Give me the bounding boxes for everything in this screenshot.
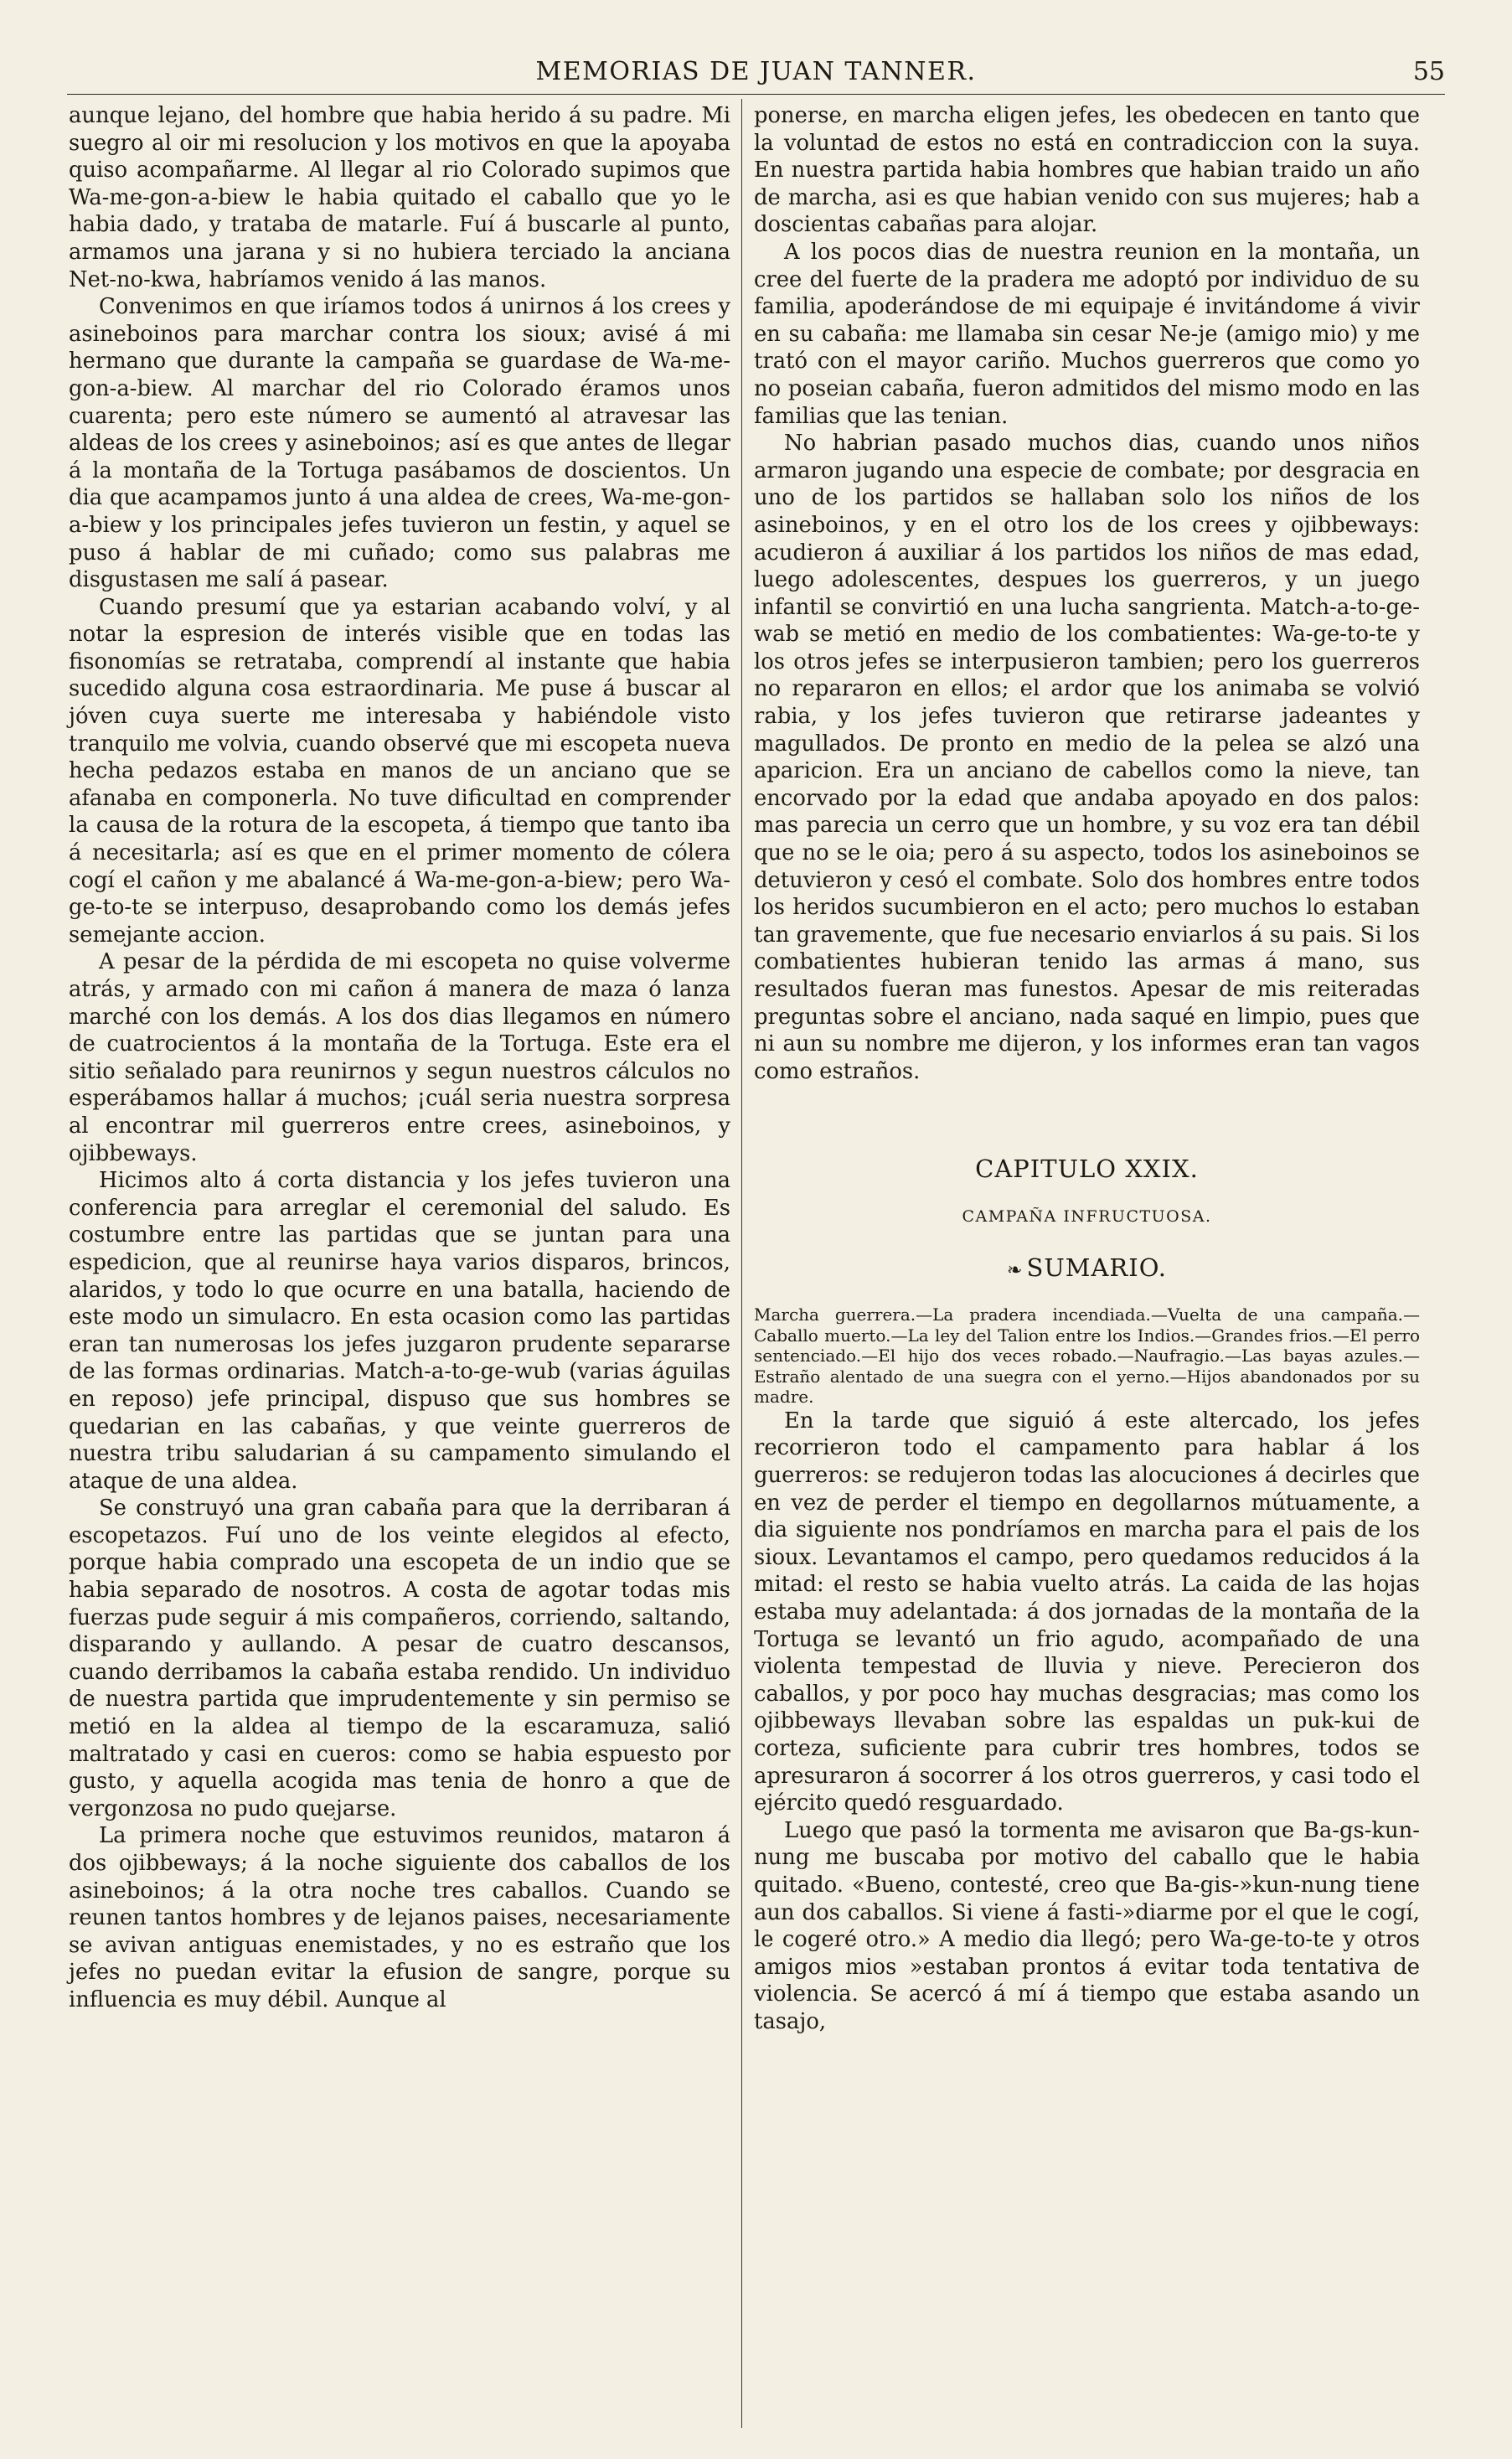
paragraph: Se construyó una gran cabaña para que la derribaran á escopetazos. Fuí uno de los veinte elegidos al efecto, porque habia comprado una escopeta de un indio que se habia separado de nosotros. A costa de agotar todas mis fuerzas pude seguir á mis compañeros, corriendo, saltando, disparando y aullando. A pesar de cuatro descansos, cuando derribamos la cabaña estaba rendido. Un individuo de nuestra partida que imprudentemente y sin permiso se metió en la aldea al tiempo de la escaramuza, salió maltratado y casi en cueros: como se habia espuesto por gusto, y aquella acogida mas tenia de honro a que de vergonzosa no pudo quejarse. [69,1496,730,1821]
paragraph: No habrian pasado muchos dias, cuando unos niños armaron jugando una especie de combate; por desgracia en uno de los partidos se hallaban solo los niños de los asineboinos, y en el otro los de los crees y ojibbeways: acudieron á auxiliar á los partidos los niños de mas edad, luego adolescentes, despues los guerreros, y un juego infantil se convirtió en una lucha sangrienta. Match-a-to-ge-wab se metió en medio de los combatientes: Wa-ge-to-te y los otros jefes se interpusieron tambien; pero los guerreros no repararon en ellos; el ardor que los animaba se volvió rabia, y los jefes tuvieron que retirarse jadeantes y magullados. De pronto en medio de la pelea se alzó una aparicion. Era un anciano de cabellos como la nieve, tan encorvado por la edad que andaba apoyado en dos palos: mas parecia un cerro que un hombre, y su voz era tan débil que no se le oia; pero á su aspecto, todos los asineboinos se detuvieron y cesó el combate. Solo dos hombres entre todos los heridos sucumbieron en el acto; pero muchos lo estaban tan gravemente, que fue necesario enviarlos á su pais. Si los combatientes hubieran tenido las armas á mano, sus resultados fueran mas funestos. Apesar de mis reiteradas preguntas sobre el anciano, nada saqué en limpio, pues que ni aun su nombre me dijeron, y los informes eran tan vagos como estraños. [754,431,1420,1084]
column-divider [741,99,742,2428]
paragraph: ponerse, en marcha eligen jefes, les obedecen en tanto que la voluntad de estos no está en contradiccion con la suya. En nuestra partida habia hombres que habian traido un año de marcha, asi es que habian venido con sus mujeres; hab a doscientas cabañas para alojar. [754,103,1420,238]
right-column [754,102,1420,2036]
paragraph: Hicimos alto á corta distancia y los jefes tuvieron una conferencia para arreglar el ceremonial del saludo. Es costumbre entre las partidas que se juntan para una espedicion, que al reunirse haya varios disparos, brincos, alaridos, y todo lo que ocurre en una batalla, haciendo de este modo un simulacro. En esta ocasion como las partidas eran tan numerosas los jefes juzgaron prudente separarse de las formas ordinarias. Match-a-to-ge-wub (varias águilas en reposo) jefe principal, dispuso que sus hombres se quedarian en las cabañas, y que veinte guerreros de nuestra tribu saludarian á su campamento simulando el ataque de una aldea. [69,1168,730,1494]
chapter-subtitle: CAMPAÑA INFRUCTUOSA. [962,1207,1212,1227]
chapter-title: CAPITULO XXIX. [975,1155,1199,1184]
paragraph: Luego que pasó la tormenta me avisaron que Ba-gs-kun-nung me buscaba por motivo del caballo que le habia quitado. «Bueno, contesté, creo que Ba-gis-»kun-nung tiene aun dos caballos. Si viene á fasti-»diarme por el que le cogí, le cogeré otro.» A medio dia llegó; pero Wa-ge-to-te y otros amigos mios »estaban prontos á evitar toda tentativa de violencia. Se acercó á mí á tiempo que estaba asando un tasajo, [754,1817,1420,2034]
running-head: MEMORIAS DE JUAN TANNER. [535,57,977,86]
paragraph: Cuando presumí que ya estarian acabando volví, y al notar la espresion de interés visible que en todas las fisonomías se retrataba, comprendí al instante que habia sucedido alguna cosa estraordinaria. Me puse á buscar al jóven cuya suerte me interesaba y habiéndole visto tranquilo me volvia, cuando observé que mi escopeta nueva hecha pedazos estaba en manos de un anciano que se afanaba en componerla. No tuve dificultad en comprender la causa de la rotura de la escopeta, á tiempo que tanto iba á necesitarla; así es que en el primer momento de cólera cogí el cañon y me abalancé á Wa-me-gon-a-biew; pero Wa-ge-to-te se interpuso, desaprobando como los demás jefes semejante accion. [69,594,730,948]
paragraph: En la tarde que siguió á este altercado, los jefes recorrieron todo el campamento para hablar á los guerreros: se redujeron todas las alocuciones á decirles que en vez de perder el tiempo en degollarnos mútuamente, a dia siguiente nos pondríamos en marcha para el pais de los sioux. Levantamos el campo, pero quedamos reducidos á la mitad: el resto se habia vuelto atrás. La caida de las hojas estaba muy adelantada: á dos jornadas de la montaña de la Tortuga se levantó un frio agudo, acompañado de una violenta tempestad de lluvia y nieve. Perecieron dos caballos, y por poco hay muchas desgracias; mas como los ojibbeways llevaban sobre las espaldas un puk-kui de corteza, suficiente para cubrir tres hombres, todos se apresuraron á socorrer á los otros guerreros, y casi todo el ejército quedó resguardado. [754,1408,1420,1816]
paragraph: A los pocos dias de nuestra reunion en la montaña, un cree del fuerte de la pradera me adoptó por individuo de su familia, apoderándose de mi equipaje é invitándome á vivir en su cabaña: me llamaba sin cesar Ne-je (amigo mio) y me trató con el mayor cariño. Muchos guerreros que como yo no poseian cabaña, fueron admitidos del mismo modo en las familias que las tenian. [754,239,1420,429]
summary-heading-row [754,1253,1420,1286]
paragraph: Convenimos en que iríamos todos á unirnos á los crees y asineboinos para marchar contra los sioux; avisé á mi hermano que durante la campaña se guardase de Wa-me-gon-a-biew. Al marchar del rio Colorado éramos unos cuarenta; pero este número se aumentó al atravesar las aldeas de los crees y asineboinos; así es que antes de llegar á la montaña de la Tortuga pasábamos de doscientos. Un dia que acampamos junto á una aldea de crees, Wa-me-gon-a-biew y los principales jefes tuvieron un festin, y aquel se puso á hablar de mi cuñado; como sus palabras me disgustasen me salí á pasear. [69,294,730,593]
paragraph: aunque lejano, del hombre que habia herido á su padre. Mi suegro al oir mi resolucion y los motivos en que la apoyaba quiso acompañarme. Al llegar al rio Colorado supimos que Wa-me-gon-a-biew le habia quitado el caballo que yo le habia dado, y trataba de matarle. Fuí á buscarle al punto, armamos una jarana y si no hubiera terciado la anciana Net-no-kwa, habríamos venido á las manos. [69,103,730,292]
header-rule [67,94,1445,95]
flourish-icon: ❧ [1007,1260,1024,1282]
left-column [69,102,730,2014]
page-header [67,57,1445,94]
summary-heading: SUMARIO. [1026,1253,1167,1283]
paragraph: La primera noche que estuvimos reunidos, mataron á dos ojibbeways; á la noche siguiente dos caballos de los asineboinos; á la otra noche tres caballos. Cuando se reunen tantos hombres y de lejanos paises, necesariamente se avivan antiguas enemistades, y no es estraño que los jefes no puedan evitar la efusion de sangre, porque su influencia es muy débil. Aunque al [69,1823,730,2012]
paragraph: A pesar de la pérdida de mi escopeta no quise volverme atrás, y armado con mi cañon á manera de maza ó lanza marché con los demás. A los dos dias llegamos en número de cuatrocientos á la montaña de la Tortuga. Este era el sitio señalado para reunirnos y segun nuestros cálculos no esperábamos hallar á muchos; ¡cuál seria nuestra sorpresa al encontrar mil guerreros entre crees, asineboinos, y ojibbeways. [69,949,730,1166]
page-number: 55 [1412,57,1445,86]
summary-text: Marcha guerrera.—La pradera incendiada.—Vuelta de una campaña.—Caballo muerto.—La ley del Talion entre los Indios.—Grandes frios.—El perro sentenciado.—El hijo dos veces robado.—Naufragio.—Las bayas azules.—Estraño alentado de una suegra con el yerno.—Hijos abandonados por su madre. [754,1304,1420,1408]
